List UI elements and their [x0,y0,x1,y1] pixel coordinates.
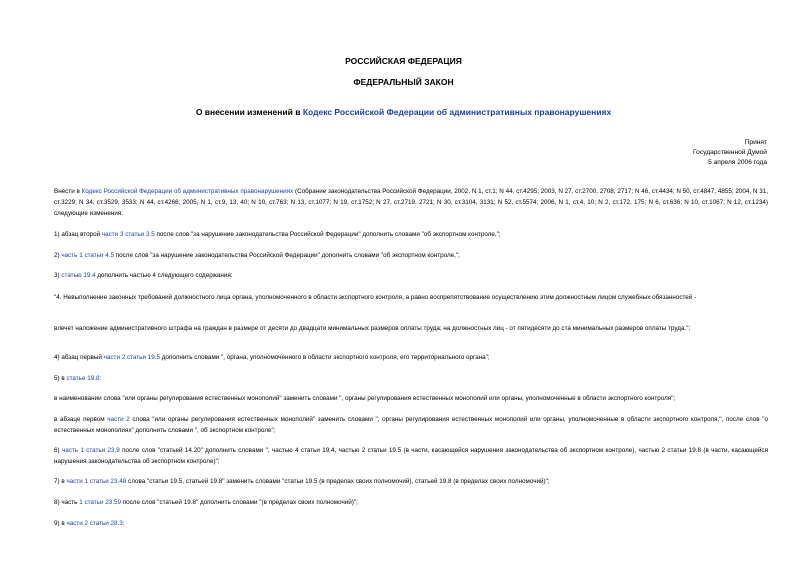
item-3-link[interactable]: статью 19.4 [61,272,96,279]
country-heading: РОССИЙСКАЯ ФЕДЕРАЦИЯ [345,56,462,66]
law-title-prefix: О внесении изменений в [195,107,303,117]
item-5-post: : [99,375,102,382]
item-4-pre: 4) абзац первый [54,354,104,361]
item-1-post: после слов "за нарушение законодательства Российской Федерации" дополнить словами "об экспортном контроле,"; [154,231,501,238]
item-7-post: слова "статьи 19.5, статьей 19.8" заменить словами "статьи 19.5 (в пределах своих полномочий), статьей 19.8 (в пределах своих полномочий)"; [126,478,550,485]
item-1 [54,229,768,240]
item-8 [54,497,768,508]
item-1-link[interactable]: части 3 статьи 3.5 [101,231,155,238]
item-2-pre: 2) [54,252,62,259]
item-4-link[interactable]: части 2 статьи 19.5 [103,354,160,361]
item-5-pre: 5) в [54,375,67,382]
intro-pre: Внести в [54,188,82,195]
item-5 [54,373,768,384]
item-5b-post: слова "или органы регулирования естественных монополий" заменить словами ", органы регулирования естественных монополий или органы, уполномоченные в области экспортного контроля,", после слов "о естественных монополиях" дополнить словами ", об экспортном контроле"; [54,416,768,434]
item-9-pre: 9) в [54,520,67,527]
adoption-info [693,138,767,168]
item-9-link[interactable]: части 2 статьи 28.3 [66,520,123,527]
quote-paragraph-2: влечет наложение административного штрафа на граждан в размере от десяти до двадцати минимальных размеров оплаты труда; на должностных лиц - от пятидесяти до ста минимальных размеров оплаты труда."; [54,325,691,332]
item-7-pre: 7) в [54,478,67,485]
item-7-link[interactable]: части 1 статьи 23.48 [66,478,127,485]
item-1-pre: 1) абзац второй [54,231,102,238]
law-title [0,107,807,117]
quote-paragraph-1: "4. Невыполнение законных требований должностного лица органа, уполномоченного в области экспортного контроля, а равно воспрепятствование осуществлению этим должностным лицом служебных обязанностей - [54,294,697,301]
item-2 [54,250,768,261]
item-6-post: после слов "статьей 14.20" дополнить словами ", частью 4 статьи 19.4, частью 2 статьи 19.5 (в части, касающейся нарушения законодательства об экспортном контроле), частью 2 статьи 19.8 (в части, касающейся нарушения законодательства об экспортном контроле)"; [54,447,768,465]
item-4 [54,352,768,363]
item-8-post: после слов "статьей 19.8" дополнить словами "(в пределах своих полномочий)"; [120,499,358,506]
item-2-post: после слов "за нарушение законодательства Российской Федерации" дополнить словами "об экспортном контроле,"; [113,252,460,259]
intro-code-link[interactable]: Кодекс Российской Федерации об административных правонарушениях [81,188,294,195]
item-5-link[interactable]: статье 19.8 [66,375,100,382]
item-5b-link[interactable]: части 2 [107,416,130,423]
item-3 [54,270,768,281]
item-6 [54,445,768,467]
item-6-link[interactable]: часть 1 статьи 23.9 [61,447,120,454]
adoption-date: 5 апреля 2006 года [708,159,767,166]
item-6-pre: 6) [54,447,62,454]
item-5a: в наименовании слова "или органы регулирования естественных монополий" заменить словами ", органы регулирования естественных монополий или органы, уполномоченные в области экспортного контроля"; [54,395,676,402]
item-3-post: дополнить частью 4 следующего содержания: [95,272,233,279]
item-8-pre: 8) часть [54,499,80,506]
intro-paragraph [54,186,768,219]
adoption-line-1: Принят [744,139,767,146]
adoption-line-2: Государственной Думой [693,149,767,156]
intro-post: (Собрание законодательства Российской Федерации, 2002, N 1, ст.1; N 44, ст.4295; 2003, N 27, ст.2700, 2708, 2717; N 46, ст.4434; N 50, ст.4847, 4855; 2004, N 31, ст.3229; N 34, ст.3529, 3533; N 44, ст.4266; 2005, N 1, ст.9, 13, 40; N 10, ст.763; N 13, ст.1077; N 19, ст.1752; N 27, ст.2719, 2721; N 30, ст.3104, 3131; N 52, ст.5574; 2006, N 1, ст.4, 10; N 2, ст.172, 175; N 6, ст.636; N 10, ст.1067; N 12, ст.1234) следующие изменения: [54,188,768,217]
item-7 [54,476,768,487]
item-9 [54,518,768,529]
item-8-link[interactable]: 1 статьи 23.59 [79,499,121,506]
item-5b [54,414,768,436]
law-type-heading: ФЕДЕРАЛЬНЫЙ ЗАКОН [353,77,454,87]
law-title-link[interactable]: Кодекс Российской Федерации об административных правонарушениях [302,107,612,117]
item-5b-pre: в абзаце первом [54,416,108,423]
item-4-post: дополнить словами ", органа, уполномоченного в области экспортного контроля, его территориального органа"; [159,354,490,361]
item-9-post: : [122,520,125,527]
item-3-pre: 3) [54,272,62,279]
item-2-link[interactable]: часть 1 статьи 4.5 [61,252,114,259]
